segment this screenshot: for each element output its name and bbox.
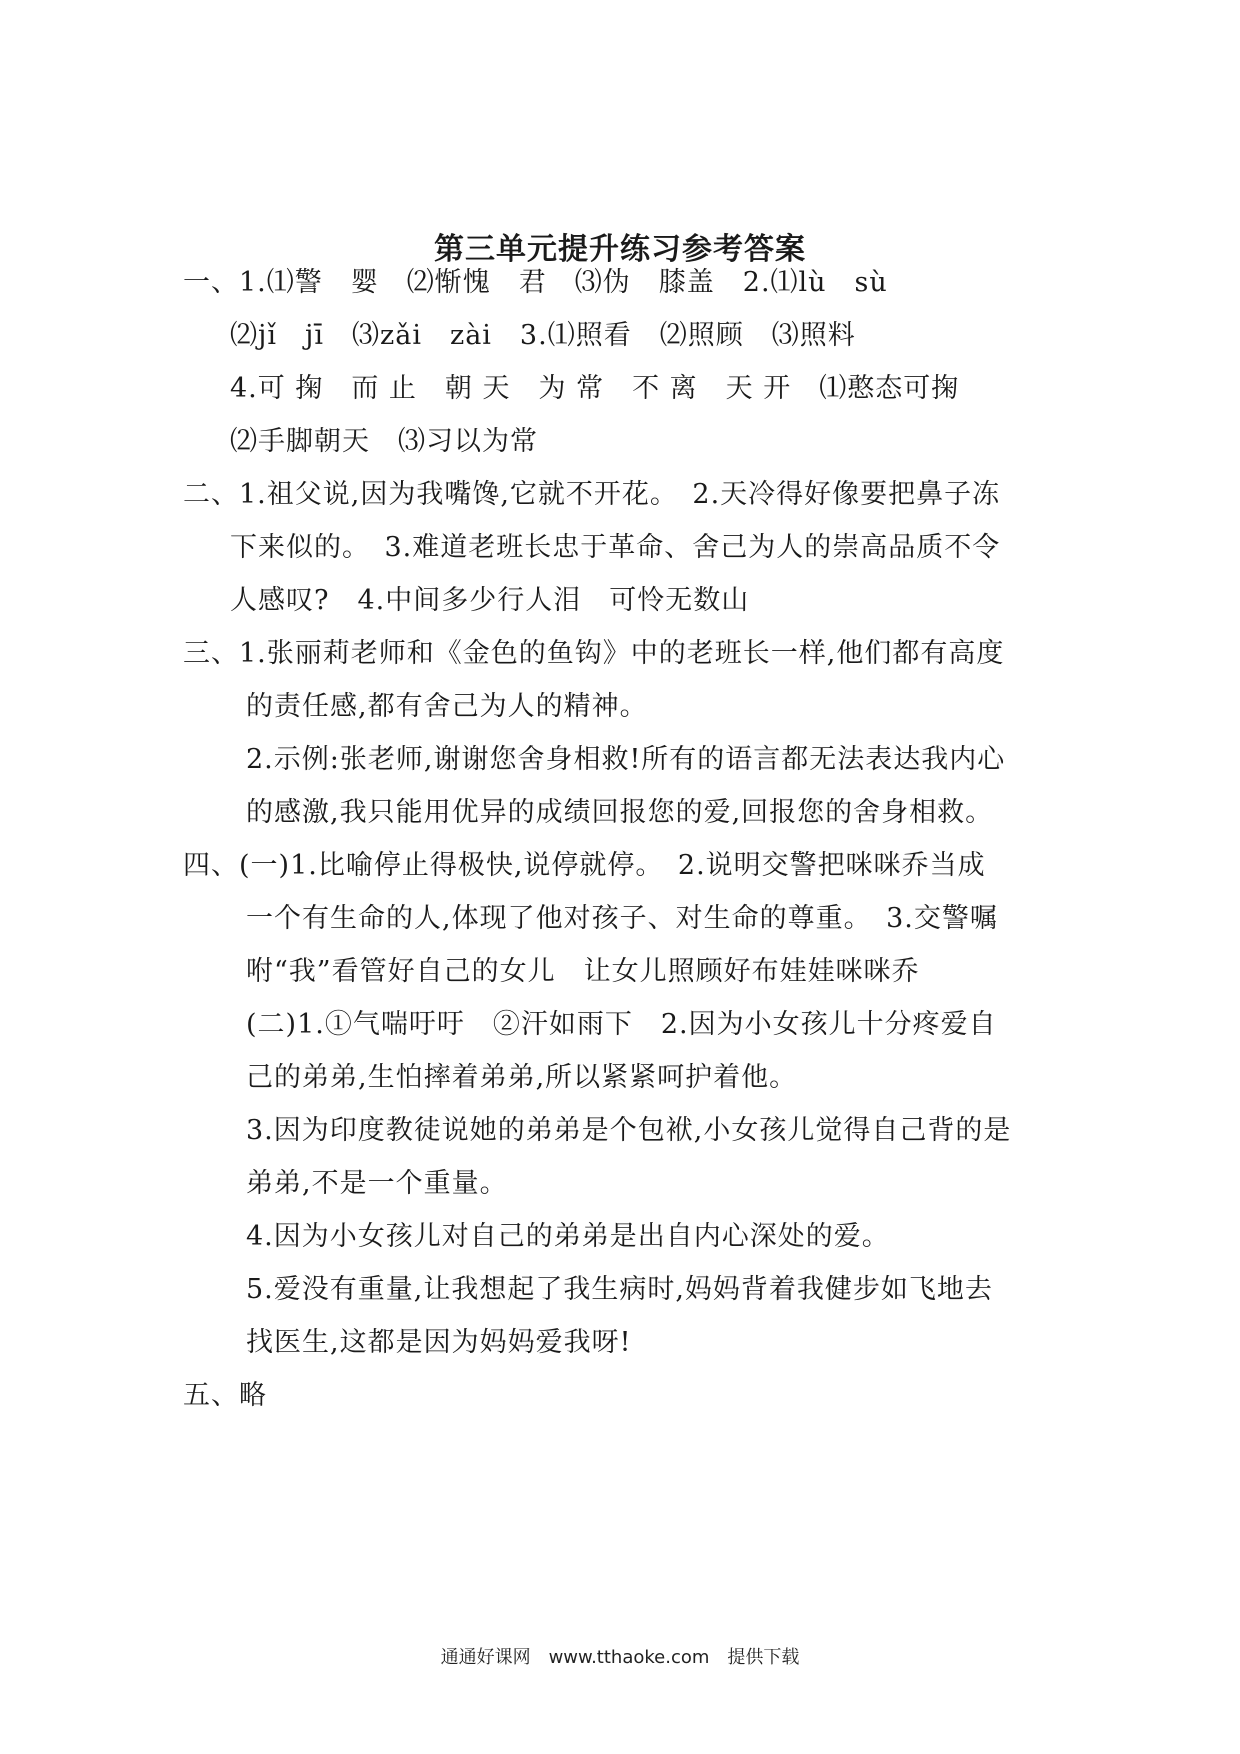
answer-line: 一个有生命的人,体现了他对孩子、对生命的尊重。 3.交警嘱 <box>246 903 998 934</box>
answer-line: 的感激,我只能用优异的成绩回报您的爱,回报您的舍身相救。 <box>246 797 994 828</box>
answer-line: 找医生,这都是因为妈妈爱我呀! <box>246 1327 632 1358</box>
answer-line: 4.可 掬 而 止 朝 天 为 常 不 离 天 开 ⑴憨态可掬 <box>230 373 960 404</box>
answer-line: 的责任感,都有舍己为人的精神。 <box>246 691 648 722</box>
answer-line: 五、略 <box>183 1380 267 1411</box>
answer-line: 人感叹? 4.中间多少行人泪 可怜无数山 <box>230 585 750 616</box>
answer-line: 己的弟弟,生怕摔着弟弟,所以紧紧呵护着他。 <box>246 1062 798 1093</box>
answer-line: 三、1.张丽莉老师和《金色的鱼钩》中的老班长一样,他们都有高度 <box>183 638 1005 669</box>
answer-line: 4.因为小女孩儿对自己的弟弟是出自内心深处的爱。 <box>246 1221 890 1252</box>
answer-line: ⑵手脚朝天 ⑶习以为常 <box>230 426 538 457</box>
answer-line: 3.因为印度教徒说她的弟弟是个包袱,小女孩儿觉得自己背的是 <box>246 1115 1012 1146</box>
page-title: 第三单元提升练习参考答案 <box>434 232 806 267</box>
answer-line: 下来似的。 3.难道老班长忠于革命、舍己为人的崇高品质不令 <box>230 532 1001 563</box>
answer-line: (二)1.①气喘吁吁 ②汗如雨下 2.因为小女孩儿十分疼爱自 <box>246 1009 997 1040</box>
page-footer: 通通好课网 www.tthaoke.com 提供下载 <box>440 1647 800 1668</box>
answer-line: 二、1.祖父说,因为我嘴馋,它就不开花。 2.天冷得好像要把鼻子冻 <box>183 479 1001 510</box>
answer-line: 一、1.⑴警 婴 ⑵惭愧 君 ⑶伪 膝盖 2.⑴lù sù <box>183 267 888 298</box>
answer-line: 咐“我”看管好自己的女儿 让女儿照顾好布娃娃咪咪乔 <box>246 956 920 987</box>
answer-line: 5.爱没有重量,让我想起了我生病时,妈妈背着我健步如飞地去 <box>246 1274 993 1305</box>
answer-line: ⑵jǐ jī ⑶zǎi zài 3.⑴照看 ⑵照顾 ⑶照料 <box>230 320 856 351</box>
answer-line: 弟弟,不是一个重量。 <box>246 1168 508 1199</box>
answer-line: 2.示例:张老师,谢谢您舍身相救!所有的语言都无法表达我内心 <box>246 744 1006 775</box>
answer-line: 四、(一)1.比喻停止得极快,说停就停。 2.说明交警把咪咪乔当成 <box>183 850 986 881</box>
